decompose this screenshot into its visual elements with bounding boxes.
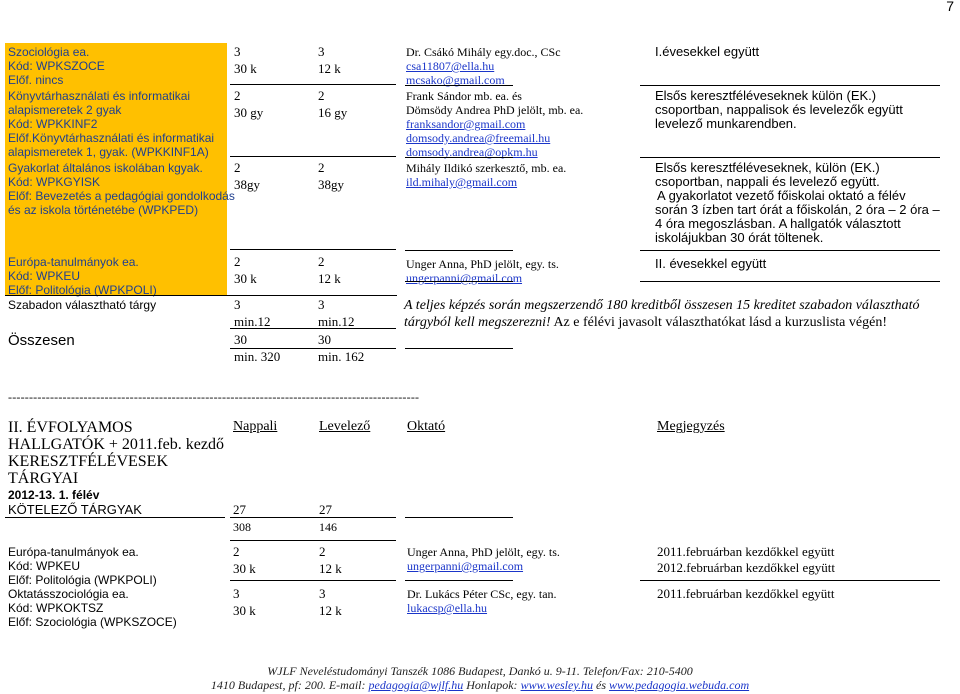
- levelezo-cell: 3 12 k: [318, 44, 341, 76]
- oktato-cell: Dr. Lukács Péter CSc, egy. tan. lukacsp@ella.hu: [407, 587, 557, 615]
- subject-school-practice: Gyakorlat általános iskolában kgyak. Kód: WPKGYISK Előf: Bevezetés a pedagógiai gondolkodás és az iskola történetébe (WPKPED): [8, 161, 235, 217]
- subject-library-informatics: Könyvtárhasználati és informatikai alapismeretek 2 gyak Kód: WPKKINF2 Előf.Könyvtárhasználati és informatikai alapismeretek 1, gyak. (WPKKINF1A): [8, 89, 215, 159]
- email-link[interactable]: lukacsp@ella.hu: [407, 601, 488, 615]
- table-rule: [640, 85, 940, 86]
- subject-sociology: Szociológia ea. Kód: WPKSZOCE Előf. nincs: [8, 45, 105, 87]
- oktato-cell: Dr. Csákó Mihály egy.doc., CSc csa11807@ella.hu mcsako@gmail.com: [406, 45, 561, 87]
- levelezo-cell: 2 16 gy: [318, 88, 348, 120]
- footer-email-link[interactable]: pedagogia@wjlf.hu: [368, 678, 464, 692]
- total-label: Összesen: [8, 332, 75, 349]
- nappali-cell: 3 30 k: [234, 44, 257, 76]
- email-link[interactable]: ild.mihaly@gmail.com: [406, 175, 518, 189]
- megjegyzes-cell: II. évesekkel együtt: [655, 256, 767, 271]
- levelezo-cell: 2 12 k: [318, 254, 341, 286]
- nappali-cell: 2 38gy: [234, 160, 260, 192]
- nappali-cell: 3 30 k: [233, 586, 256, 618]
- required-subjects-label: KÖTELEZŐ TÁRGYAK: [8, 502, 142, 517]
- levelezo-cell: 2 38gy: [318, 160, 344, 192]
- table-rule: [640, 281, 940, 282]
- email-link[interactable]: franksandor@gmail.com: [406, 117, 526, 131]
- elective-label: Szabadon választható tárgy: [8, 298, 157, 312]
- table-rule: [230, 517, 396, 518]
- footer-address: WJLF Neveléstudományi Tanszék 1086 Budapest, Dankó u. 9-11. Telefon/Fax: 210-5400: [267, 664, 693, 678]
- table-rule: [230, 348, 396, 349]
- subject-europe-studies: Európa-tanulmányok ea. Kód: WPKEU Előf: Politológia (WPKPOLI): [8, 545, 157, 587]
- table-rule: [405, 157, 513, 158]
- table-rule: [405, 85, 513, 86]
- levelezo-total: 30 min. 162: [318, 332, 365, 364]
- header-megjegyzes: Megjegyzés: [657, 419, 725, 434]
- subject-europe-studies: Európa-tanulmányok ea. Kód: WPKEU Előf: Politológia (WPKPOLI): [8, 255, 157, 297]
- megjegyzes-cell: I.évesekkel együtt: [655, 44, 760, 59]
- email-link[interactable]: mcsako@gmail.com: [406, 73, 505, 87]
- nappali-total: 30 min. 320: [234, 332, 281, 364]
- header-levelezo: Levelező: [319, 419, 371, 434]
- megjegyzes-cell: 2011.februárban kezdőkkel együtt 2012.februárban kezdőkkel együtt: [657, 544, 835, 575]
- nappali-cell: 2 30 gy: [234, 88, 264, 120]
- megjegyzes-cell: Elsős keresztféléveseknek külön (EK.) csoportban, nappalisok és levelezők együtt levelező munkarendben.: [655, 88, 903, 131]
- oktato-cell: Unger Anna, PhD jelölt, egy. ts. ungerpanni@gmail.com: [407, 545, 560, 573]
- table-rule: [5, 517, 225, 518]
- oktato-cell: Mihály Ildikó szerkesztő, mb. ea. ild.mihaly@gmail.com: [406, 161, 567, 189]
- email-link[interactable]: ungerpanni@gmail.com: [407, 559, 524, 573]
- page-number: 7: [946, 0, 954, 14]
- nappali-cell: 2 30 k: [233, 544, 256, 576]
- footer-contacts: 1410 Budapest, pf: 200. E-mail: pedagogia@wjlf.hu Honlapok: www.wesley.hu és www.pedagogia.webuda.com: [210, 678, 750, 692]
- table-rule: [640, 250, 940, 251]
- subject-education-sociology: Oktatásszociológia ea. Kód: WPKOKTSZ Előf: Szociológia (WPKSZOCE): [8, 587, 177, 629]
- header-nappali: Nappali: [233, 419, 278, 434]
- megjegyzes-cell: 2011.februárban kezdőkkel együtt: [657, 586, 835, 601]
- table-rule: [230, 156, 396, 157]
- table-rule: [230, 540, 396, 541]
- table-rule: [230, 580, 396, 581]
- email-link[interactable]: domsody.andrea@freemail.hu: [406, 131, 551, 145]
- table-rule: [640, 580, 940, 581]
- table-rule: [405, 348, 513, 349]
- levelezo-cell: 3 12 k: [319, 586, 342, 618]
- table-rule: [640, 157, 940, 158]
- table-rule: [405, 517, 513, 518]
- levelezo-cell: 3 min.12: [318, 297, 355, 329]
- oktato-cell: Frank Sándor mb. ea. és Dömsödy Andrea PhD jelölt, mb. ea. franksandor@gmail.com domsody.andrea@freemail.hu domsody.andrea@opkm.hu: [406, 89, 584, 159]
- table-rule: [405, 580, 513, 581]
- footer-site-link[interactable]: www.wesley.hu: [520, 678, 594, 692]
- levelezo-total: 27 146: [319, 502, 337, 534]
- nappali-cell: 3 min.12: [234, 297, 271, 329]
- semester-label: 2012-13. 1. félév: [8, 488, 100, 502]
- table-rule: [405, 281, 513, 282]
- email-link[interactable]: ungerpanni@gmail.com: [406, 271, 523, 285]
- table-rule: [405, 250, 513, 251]
- table-rule: [230, 84, 396, 85]
- table-rule: [5, 295, 397, 296]
- email-link[interactable]: domsody.andrea@opkm.hu: [406, 145, 538, 159]
- table-rule: [230, 328, 396, 329]
- levelezo-cell: 2 12 k: [319, 544, 342, 576]
- header-oktato: Oktató: [407, 419, 446, 434]
- footer-site-link[interactable]: www.pedagogia.webuda.com: [609, 678, 750, 692]
- table-rule: [230, 249, 396, 250]
- nappali-total: 27 308: [233, 502, 251, 534]
- section-title: II. ÉVFOLYAMOS HALLGATÓK + 2011.feb. kezdő KERESZTFÉLÉVESEK TÁRGYAI: [8, 419, 224, 487]
- elective-note: A teljes képzés során megszerzendő 180 kreditből összesen 15 kreditet szabadon választható tárgyból kell megszerezni! Az e félévi javasolt választhatókat lásd a kurzuslista végén!: [404, 298, 920, 330]
- nappali-cell: 2 30 k: [234, 254, 257, 286]
- oktato-cell: Unger Anna, PhD jelölt, egy. ts. ungerpanni@gmail.com: [406, 257, 559, 285]
- separator: --------------------------------------------------------------------------------------------------: [8, 390, 420, 404]
- email-link[interactable]: csa11807@ella.hu: [406, 59, 495, 73]
- megjegyzes-cell: Elsős keresztféléveseknek, külön (EK.) csoportban, nappali és levelező együtt. A gyakorlatot vezető főiskolai oktató a félév során 3 ízben tart órát a főiskolán, 2 óra – 2 óra – 4 óra megoszlásban. A hallgatók választott iskolájukban 30 órát töltenek.: [655, 160, 940, 245]
